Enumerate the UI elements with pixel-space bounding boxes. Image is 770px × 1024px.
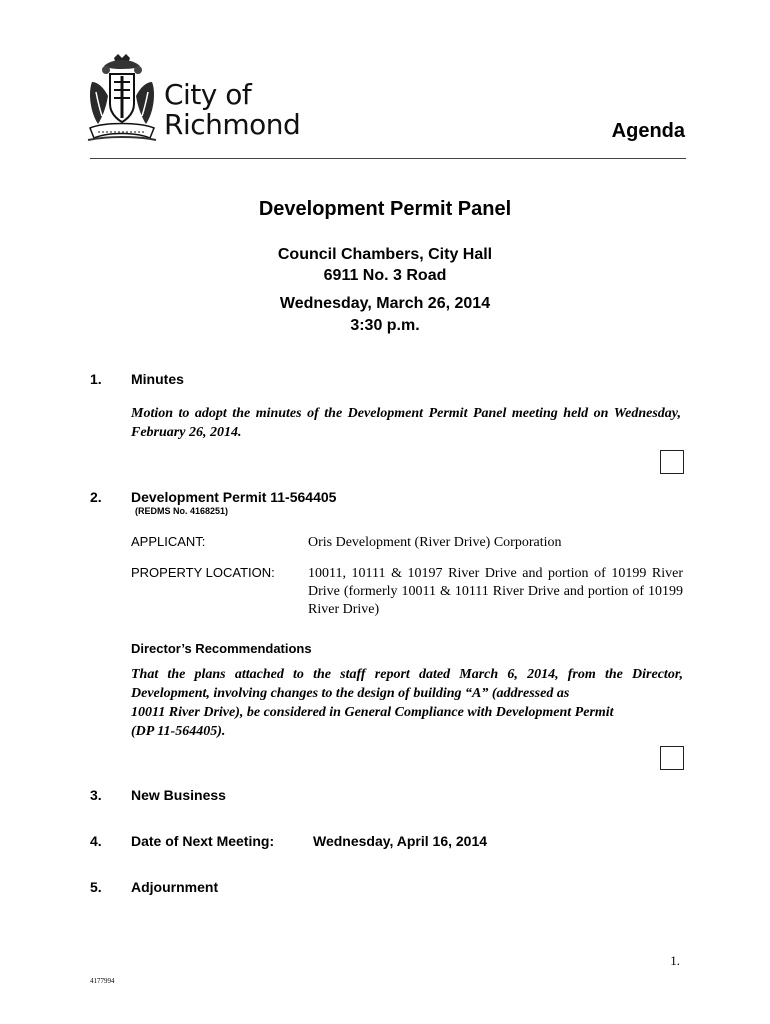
document-type-heading: Agenda: [611, 120, 685, 142]
meeting-title: Development Permit Panel: [258, 198, 512, 220]
item-number-3: 3.: [90, 787, 102, 803]
recommendation-text: [131, 665, 683, 741]
minutes-checkbox[interactable]: [660, 450, 684, 474]
recommendation-line: (DP 11-564405).: [131, 724, 226, 739]
applicant-label: APPLICANT:: [131, 534, 206, 549]
recommendation-line: That the plans attached to the staff report dated March 6, 2014, from the Director,: [131, 667, 683, 682]
recommendation-line: 10011 River Drive), be considered in General Compliance with Development Permit: [131, 705, 614, 720]
item-number-5: 5.: [90, 879, 102, 895]
meeting-time: 3:30 p.m.: [350, 317, 420, 334]
minutes-motion-text: Motion to adopt the minutes of the Development Permit Panel meeting held on Wednesday, February 26, 2014.: [131, 406, 681, 440]
item-number-2: 2.: [90, 489, 102, 505]
property-location-value: 10011, 10111 & 10197 River Drive and portion of 10199 River Drive (formerly 10011 & 10111 River Drive and portion of 10199 River Drive): [308, 566, 683, 617]
logo-line-richmond: Richmond: [164, 108, 301, 141]
directors-recommendations-heading: Director’s Recommendations: [131, 641, 312, 656]
redms-reference: (REDMS No. 4168251): [135, 506, 229, 516]
item-heading-development-permit: Development Permit 11-564405: [131, 489, 337, 505]
recommendation-line: Development, involving changes to the design of building “A” (addressed as: [131, 686, 570, 701]
meeting-date: Wednesday, March 26, 2014: [279, 295, 491, 312]
applicant-value: Oris Development (River Drive) Corporation: [308, 535, 562, 550]
item-number-4: 4.: [90, 833, 102, 849]
header-divider: [90, 158, 686, 159]
meeting-location-line2: 6911 No. 3 Road: [323, 267, 447, 284]
item-heading-next-meeting: Date of Next Meeting:: [131, 833, 275, 849]
page-number: 1.: [670, 953, 680, 968]
meeting-location-line1: Council Chambers, City Hall: [277, 246, 493, 263]
document-id: 4177994: [90, 977, 115, 985]
item-number-1: 1.: [90, 371, 102, 387]
item-heading-new-business: New Business: [131, 787, 226, 803]
property-location-label: PROPERTY LOCATION:: [131, 565, 275, 580]
logo-line-city-of: City of: [164, 78, 252, 111]
item-heading-adjournment: Adjournment: [131, 879, 219, 895]
permit-checkbox[interactable]: [660, 746, 684, 770]
city-logo-text: [164, 80, 300, 140]
city-crest-logo: [84, 52, 160, 148]
crest-icon: [84, 52, 160, 148]
next-meeting-date: Wednesday, April 16, 2014: [313, 833, 488, 849]
item-heading-minutes: Minutes: [131, 371, 184, 387]
